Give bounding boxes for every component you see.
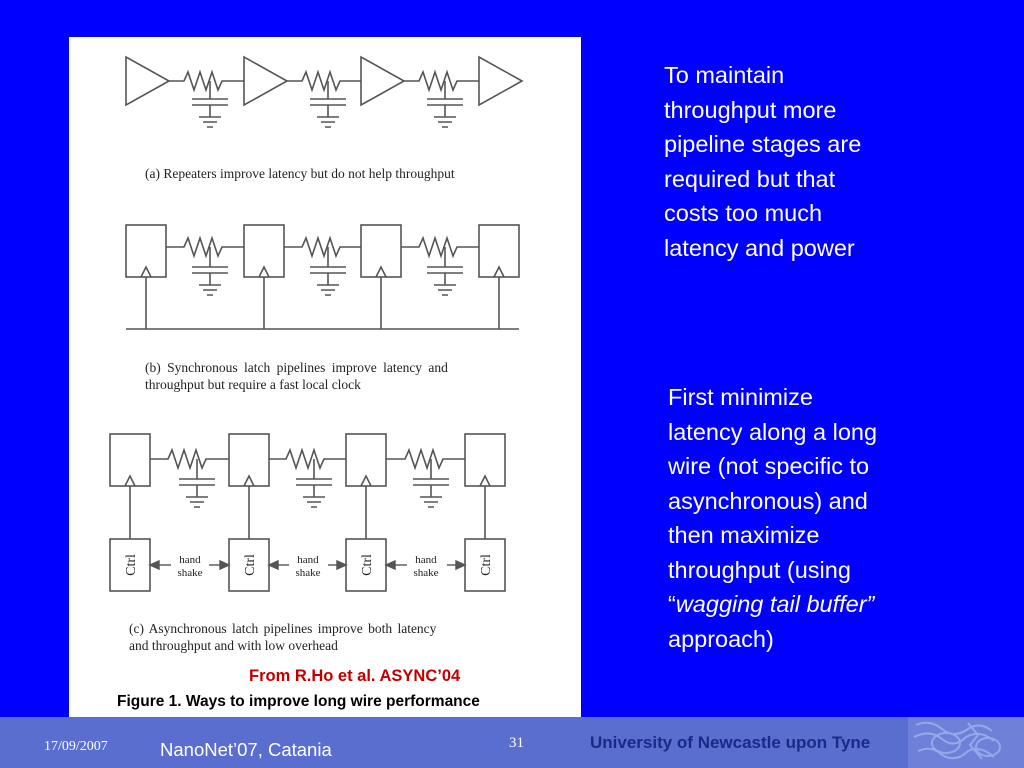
hand-label-3: hand [415, 554, 437, 566]
text-line: asynchronous) and [668, 487, 868, 514]
capacitor-ground-c3 [413, 459, 449, 507]
capacitor-ground-b3 [427, 247, 463, 295]
ctrl-label-1: Ctrl [124, 554, 139, 576]
shake-label-2: shake [295, 567, 321, 579]
capacitor-ground-c2 [296, 459, 332, 507]
university-crest-logo [908, 717, 1024, 768]
ctrl-label-3: Ctrl [360, 554, 375, 576]
repeater-2 [244, 57, 287, 105]
text-block-latency [668, 380, 877, 656]
text-line: pipeline stages are [664, 131, 862, 157]
text-line: costs too much [664, 200, 823, 226]
text-line: approach) [668, 625, 774, 652]
latch-b2 [244, 225, 284, 277]
figure-credit: From R.Ho et al. ASYNC’04 [249, 667, 461, 685]
latch-b3 [361, 225, 401, 277]
text-line [668, 587, 877, 622]
hand-label-2: hand [297, 554, 319, 566]
page-number: 31 [509, 735, 524, 751]
latch-b1 [126, 225, 166, 277]
shake-label-1: shake [177, 567, 203, 579]
wire-resistor-c3 [386, 450, 465, 468]
text-line: then maximize [668, 522, 820, 548]
wire-resistor-c1 [150, 450, 229, 468]
capacitor-ground-b2 [310, 247, 346, 295]
caption-c-line2: and throughput and with low overhead [129, 638, 338, 653]
wire-resistor-a2 [287, 72, 361, 90]
wire-resistor-c2 [269, 450, 346, 468]
text-line: throughput (using [668, 556, 851, 583]
figure-title: Figure 1. Ways to improve long wire performance [117, 693, 480, 710]
repeater-row [126, 57, 522, 127]
text-line: To maintain [664, 62, 785, 88]
text-line: latency along a long [668, 418, 878, 445]
figure-panel [69, 37, 581, 731]
sync-latch-row [126, 225, 519, 329]
wire-resistor-b2 [284, 238, 361, 256]
latch-b4 [479, 225, 519, 277]
clock-edge-markers [141, 267, 504, 277]
wire-resistor-a3 [404, 72, 479, 90]
caption-b-line2: throughput but require a fast local clock [145, 377, 361, 392]
open-quote: “ [668, 591, 676, 617]
text-block-throughput [664, 58, 861, 265]
university-name: University of Newcastle upon Tyne [590, 733, 871, 752]
text-line: wire (not specific to [668, 453, 870, 479]
repeater-1 [126, 57, 169, 105]
footer-date: 17/09/2007 [44, 739, 108, 754]
capacitor-ground-b1 [192, 247, 228, 295]
latch-c3 [346, 434, 386, 486]
text-line: required but that [664, 165, 836, 192]
text-line: throughput more [664, 96, 837, 123]
text-line: latency and power [664, 234, 855, 261]
italic-term: wagging tail buffer” [675, 591, 875, 617]
caption-c-line1: (c) Asynchronous latch pipelines improve both latency [129, 621, 437, 636]
wire-resistor-b3 [401, 238, 479, 256]
capacitor-ground-a2 [310, 81, 346, 127]
latch-c1 [110, 434, 150, 486]
repeater-3 [361, 57, 404, 105]
latch-c2 [229, 434, 269, 486]
wire-resistor-b1 [166, 238, 244, 256]
capacitor-ground-a1 [192, 81, 228, 127]
wire-resistor-a1 [169, 72, 244, 90]
capacitor-ground-c1 [179, 459, 215, 507]
capacitor-ground-a3 [427, 81, 463, 127]
ctrl-label-2: Ctrl [243, 554, 258, 576]
caption-b-line1: (b) Synchronous latch pipelines improve latency and [145, 360, 448, 375]
caption-a: (a) Repeaters improve latency but do not help throughput [145, 166, 455, 181]
hand-label-1: hand [179, 554, 201, 566]
repeater-4 [479, 57, 522, 105]
latch-c4 [465, 434, 505, 486]
shake-label-3: shake [413, 567, 439, 579]
ctrl-label-4: Ctrl [479, 554, 494, 576]
text-line: First minimize [668, 384, 813, 410]
footer-conference: NanoNet’07, Catania [160, 739, 332, 760]
